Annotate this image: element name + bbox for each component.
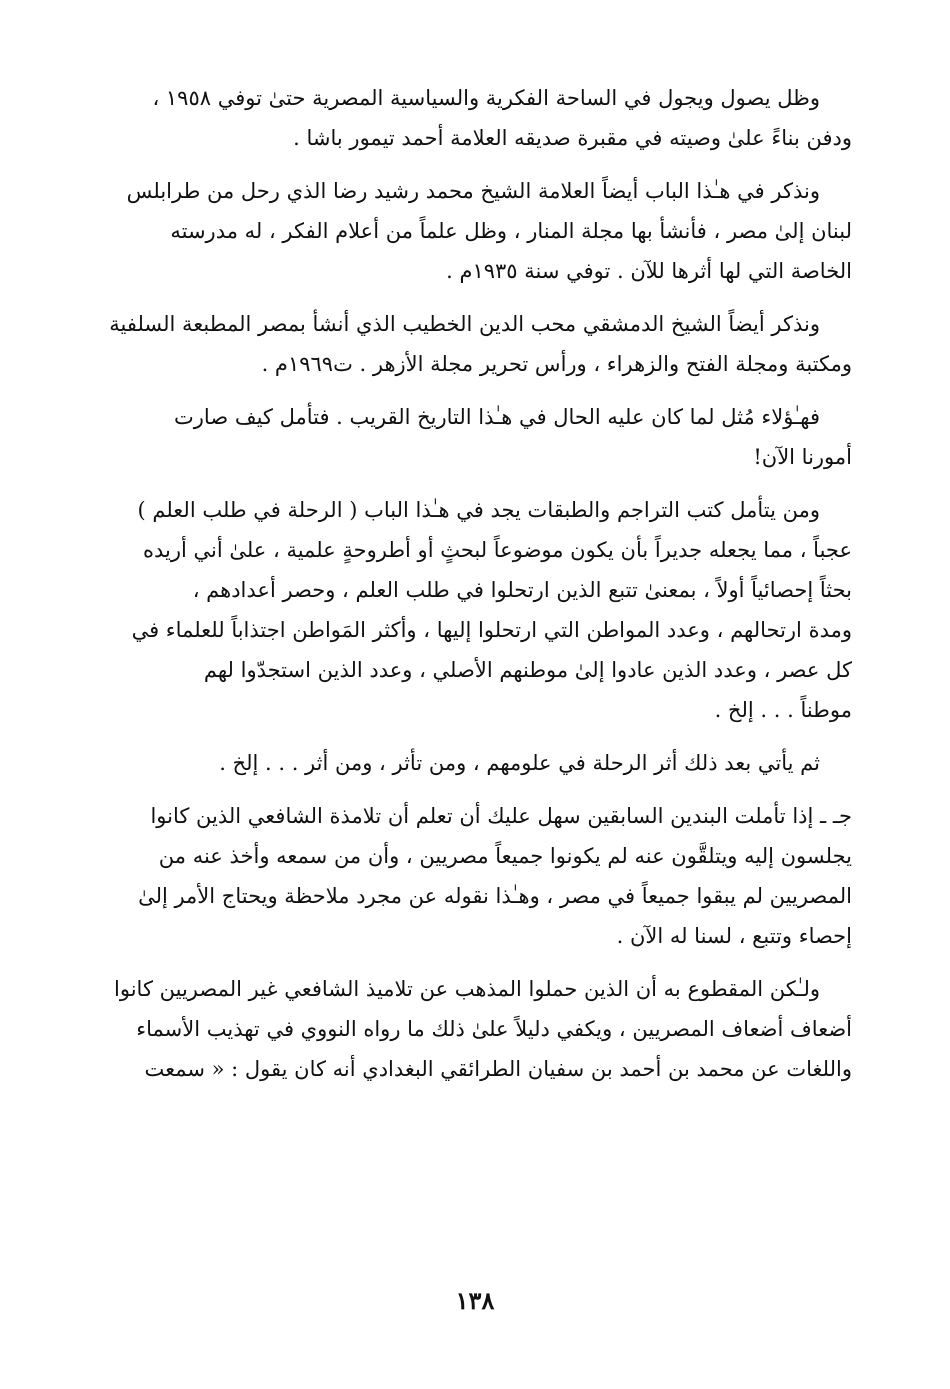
text-line: وظل يصول ويجول في الساحة الفكرية والسياسية المصرية حتىٰ توفي ١٩٥٨ ، (152, 86, 820, 110)
page-number: ١٣٨ (455, 1286, 495, 1315)
paragraph-7 (78, 796, 852, 956)
paragraph-1 (78, 78, 852, 158)
paragraph-5 (78, 490, 852, 730)
text-line: إحصاء وتتبع ، لسنا له الآن . (616, 924, 852, 948)
text-line: المصريين لم يبقوا جميعاً في مصر ، وهـٰذا نقوله عن مجرد ملاحظة ويحتاج الأمر إلىٰ (138, 884, 852, 908)
text-line: أمورنا الآن! (753, 445, 852, 469)
text-line: بحثاً إحصائياً أولاً ، بمعنىٰ تتبع الذين ارتحلوا في طلب العلم ، وحصر أعدادهم ، (192, 578, 852, 602)
text-line: جـ ـ إذا تأملت البندين السابقين سهل عليك أن تعلم أن تلامذة الشافعي الذين كانوا (150, 804, 852, 828)
text-line: ومدة ارتحالهم ، وعدد المواطن التي ارتحلوا إليها ، وأكثر المَواطن اجتذاباً للعلماء في (131, 618, 852, 642)
text-line: ومن يتأمل كتب التراجم والطبقات يجد في هـٰذا الباب ( الرحلة في طلب العلم ) (137, 498, 820, 522)
text-line: كل عصر ، وعدد الذين عادوا إلىٰ موطنهم الأصلي ، وعدد الذين استجدّوا لهم (203, 658, 852, 682)
text-line: ولـٰكن المقطوع به أن الذين حملوا المذهب عن تلاميذ الشافعي غير المصريين كانوا (114, 977, 820, 1001)
text-line: ونذكر في هـٰذا الباب أيضاً العلامة الشيخ محمد رشيد رضا الذي رحل من طرابلس (126, 179, 820, 203)
text-line: فهـٰؤلاء مُثل لما كان عليه الحال في هـٰذا التاريخ القريب . فتأمل كيف صارت (174, 405, 820, 429)
text-line: ومكتبة ومجلة الفتح والزهراء ، ورأس تحرير مجلة الأزهر . ت١٩٦٩م . (261, 352, 852, 376)
text-line: عجباً ، مما يجعله جديراً بأن يكون موضوعاً لبحثٍ أو أطروحةٍ علمية ، علىٰ أني أريده (142, 538, 852, 562)
text-line: يجلسون إليه ويتلقَّون عنه لم يكونوا جميعاً مصريين ، وأن من سمعه وأخذ عنه من (158, 844, 852, 868)
text-line: ودفن بناءً علىٰ وصيته في مقبرة صديقه العلامة أحمد تيمور باشا . (293, 126, 852, 150)
text-line: أضعاف أضعاف المصريين ، ويكفي دليلاً علىٰ ذلك ما رواه النووي في تهذيب الأسماء (136, 1017, 852, 1041)
text-line: ونذكر أيضاً الشيخ الدمشقي محب الدين الخطيب الذي أنشأ بمصر المطبعة السلفية (109, 312, 820, 336)
page-body (78, 78, 852, 1318)
text-line: واللغات عن محمد بن أحمد بن سفيان الطرائقي البغدادي أنه كان يقول : « سمعت (144, 1057, 852, 1081)
text-line: موطناً . . . إلخ . (714, 698, 852, 722)
text-line: الخاصة التي لها أثرها للآن . توفي سنة ١٩٣٥م . (446, 259, 852, 283)
text-line: ثم يأتي بعد ذلك أثر الرحلة في علومهم ، ومن تأثر ، ومن أثر . . . إلخ . (219, 751, 820, 775)
text-line: لبنان إلىٰ مصر ، فأنشأ بها مجلة المنار ، وظل علماً من أعلام الفكر ، له مدرسته (170, 219, 852, 243)
paragraph-8 (78, 969, 852, 1089)
paragraph-4 (78, 397, 852, 477)
paragraph-2 (78, 171, 852, 291)
paragraph-6 (78, 743, 852, 783)
paragraph-3 (78, 304, 852, 384)
